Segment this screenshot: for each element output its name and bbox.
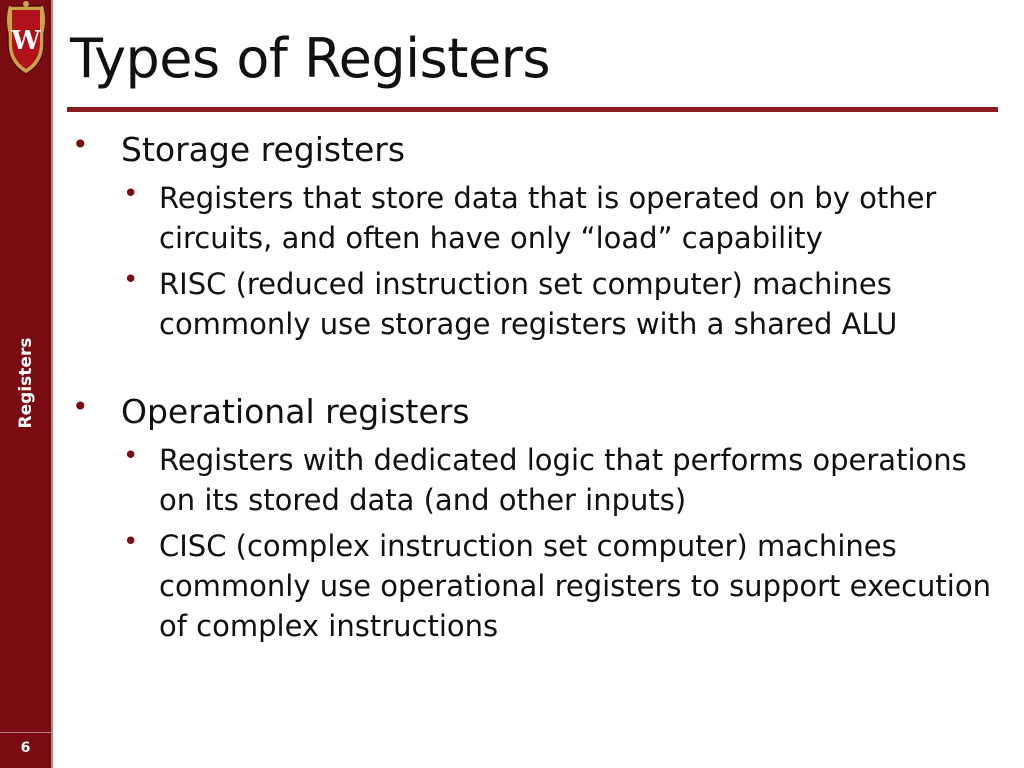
- bullet-icon: •: [123, 441, 139, 471]
- group-spacer: [70, 344, 1000, 390]
- bullet-text: Registers with dedicated logic that performs operations on its stored data (and other inputs): [159, 443, 967, 517]
- bullet-text: CISC (complex instruction set computer) machines commonly use operational registers to support execution of complex instructions: [159, 529, 991, 643]
- sidebar: [0, 0, 51, 768]
- sidebar-edge: [51, 0, 53, 768]
- bullet-icon: •: [123, 265, 139, 295]
- sub-bullet-cisc: [70, 526, 1000, 646]
- bullet-storage-registers: [70, 128, 1000, 172]
- bullet-icon: •: [72, 390, 89, 423]
- crest-letter: W: [11, 26, 41, 56]
- bullet-icon: •: [123, 527, 139, 557]
- bullet-text: Storage registers: [121, 130, 406, 169]
- sub-bullet-storage-definition: [70, 178, 1000, 258]
- bullet-text: Registers that store data that is operated on by other circuits, and often have only “load” capability: [159, 181, 937, 255]
- bullet-text: RISC (reduced instruction set computer) machines commonly use storage registers with a shared ALU: [159, 267, 898, 341]
- slide-title: Types of Registers: [70, 27, 551, 90]
- bullet-text: Operational registers: [121, 392, 470, 431]
- sub-bullet-risc: [70, 264, 1000, 344]
- page-number: 6: [20, 740, 31, 756]
- sub-bullet-operational-definition: [70, 440, 1000, 520]
- bullet-icon: •: [123, 179, 139, 209]
- page-number-divider: [0, 732, 51, 733]
- slide-content: [70, 128, 1000, 646]
- bullet-operational-registers: [70, 390, 1000, 434]
- section-label: Registers: [16, 337, 36, 429]
- title-divider: [67, 107, 998, 112]
- bullet-icon: •: [72, 128, 89, 161]
- university-crest-icon: [2, 0, 50, 78]
